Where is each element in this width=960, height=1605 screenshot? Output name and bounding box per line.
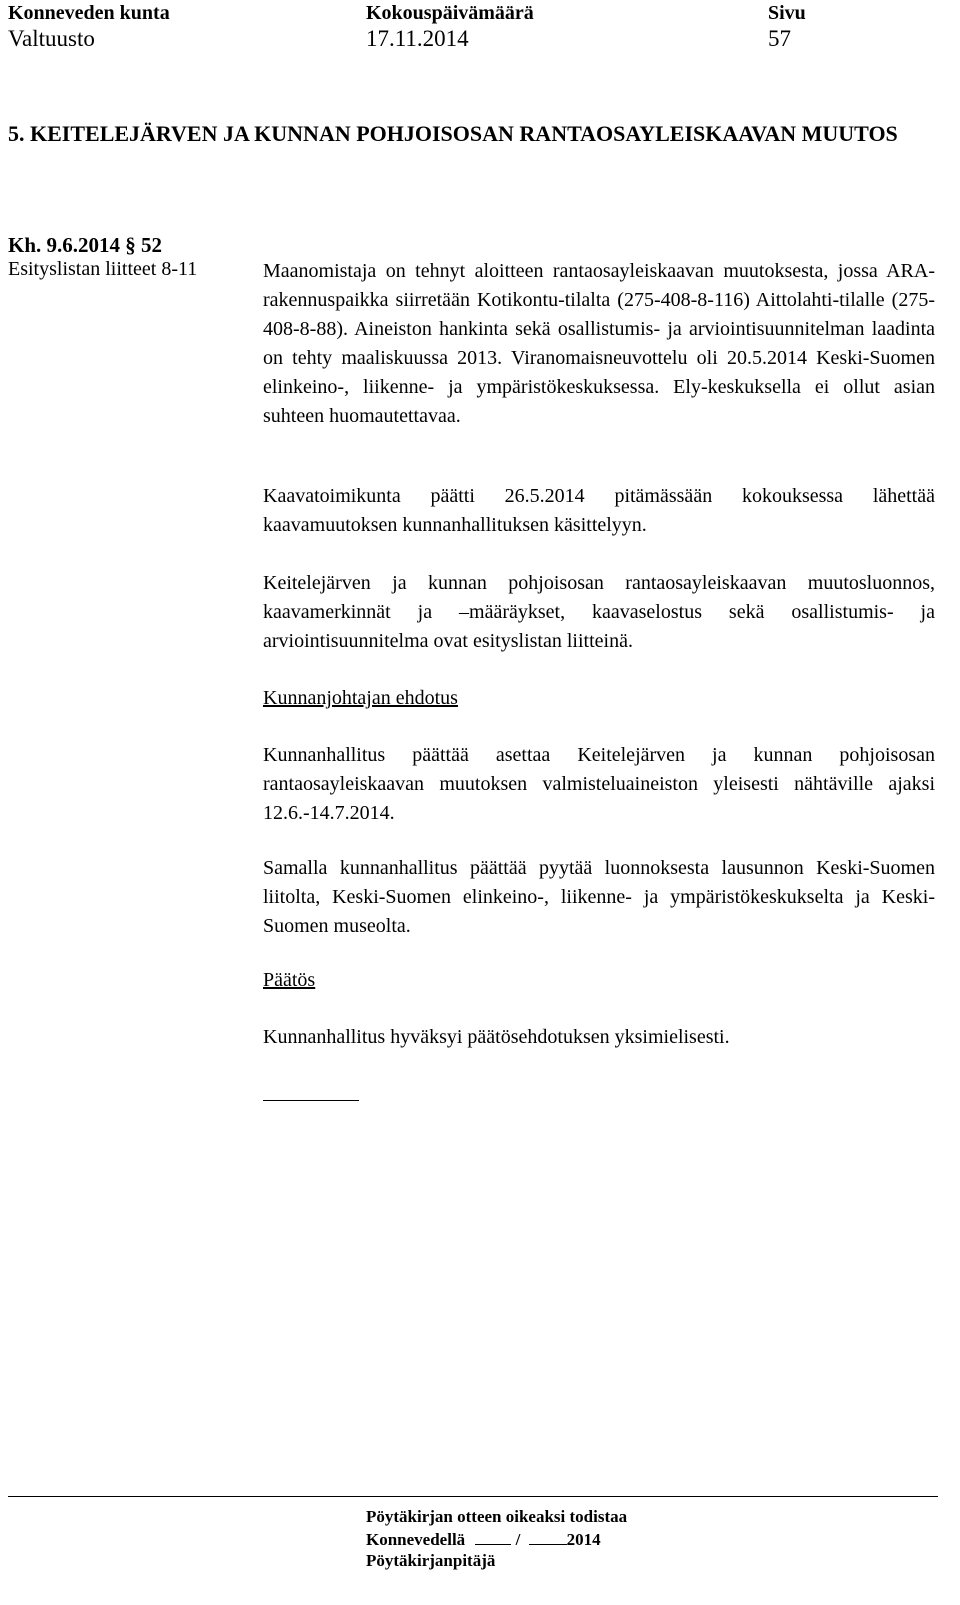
municipality-name: Konneveden kunta (8, 2, 170, 24)
paragraph-text: Kunnanhallitus hyväksyi päätösehdotuksen yksimielisesti. (263, 1026, 730, 1048)
body-paragraph-6 (263, 1023, 935, 1052)
governing-body: Valtuusto (8, 26, 95, 51)
footer-divider (8, 1496, 938, 1497)
proposal-heading: Kunnanjohtajan ehdotus (263, 687, 458, 709)
meeting-reference: Kh. 9.6.2014 § 52 (8, 233, 163, 257)
body-paragraph-5 (263, 854, 935, 941)
paragraph-text: Kaavatoimikunta päätti 26.5.2014 pitämässään kokouksessa lähettää kaavamuutoksen kunnanhallituksen käsittelyyn. (263, 485, 935, 536)
month-blank (529, 1529, 567, 1545)
decision-heading: Päätös (263, 969, 316, 991)
section-title: 5. KEITELEJÄRVEN JA KUNNAN POHJOISOSAN RANTAOSAYLEISKAAVAN MUUTOS (8, 121, 898, 146)
place-name: Konnevedellä (366, 1530, 466, 1549)
meeting-date: 17.11.2014 (366, 26, 469, 51)
paragraph-text: Maanomistaja on tehnyt aloitteen rantaosayleiskaavan muutoksesta, jossa ARA-rakennuspaikka siirretään Kotikontu-tilalta (275-408-8-116) Aittolahti-tilalle (275-408-8-88). Aineiston hankinta sekä osallistumis- ja arviointisuunnitelman laadinta on tehty maaliskuussa 2013. Viranomaisneuvottelu oli 20.5.2014 Keski-Suomen elinkeino-, liikenne- ja ympäristökeskuksessa. Ely-keskuksella ei ollut asian suhteen huomautettavaa. (263, 260, 935, 427)
proposal-heading-block (263, 684, 935, 713)
paragraph-text: Keitelejärven ja kunnan pohjoisosan rantaosayleiskaavan muutosluonnos, kaavamerkinnät ja –määräykset, kaavaselostus sekä osallistumis- ja arviointisuunnitelma ovat esityslistan liitteinä. (263, 572, 935, 652)
certification-year: 2014 (566, 1530, 601, 1549)
attachments-reference: Esityslistan liitteet 8-11 (8, 258, 198, 280)
body-paragraph-4 (263, 741, 935, 828)
page-label: Sivu (768, 2, 806, 24)
meeting-date-label: Kokouspäivämäärä (366, 2, 534, 24)
paragraph-text: Kunnanhallitus päättää asettaa Keitelejärven ja kunnan pohjoisosan rantaosayleiskaavan muutoksen valmisteluaineiston yleisesti nähtäville ajaksi 12.6.-14.7.2014. (263, 744, 935, 824)
body-paragraph-3 (263, 569, 935, 656)
decision-heading-block (263, 966, 935, 995)
body-paragraph-1 (263, 257, 935, 431)
body-paragraph-2 (263, 482, 935, 540)
paragraph-text: Samalla kunnanhallitus päättää pyytää luonnoksesta lausunnon Keski-Suomen liitolta, Keski-Suomen elinkeino-, liikenne- ja ympäristökeskukselta ja Keski-Suomen museolta. (263, 857, 935, 937)
date-separator: / (515, 1530, 521, 1549)
certification-place-date (366, 1529, 601, 1550)
day-blank (475, 1529, 511, 1545)
end-divider (263, 1100, 359, 1101)
certification-text: Pöytäkirjan otteen oikeaksi todistaa (366, 1507, 628, 1526)
page-number: 57 (768, 26, 791, 51)
secretary-title: Pöytäkirjanpitäjä (366, 1551, 496, 1570)
